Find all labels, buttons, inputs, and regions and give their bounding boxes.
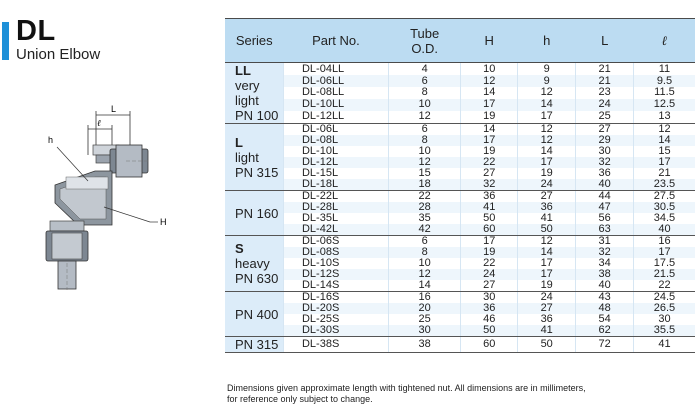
cell-part-no: DL-30S xyxy=(283,325,388,337)
table-row xyxy=(225,191,695,203)
cell-H: 46 xyxy=(461,314,517,325)
cell-h: 9 xyxy=(517,63,575,76)
dim-label-H: H xyxy=(160,217,167,227)
footnote-line-2: for reference only subject to change. xyxy=(227,394,373,404)
cell-part-no: DL-16S xyxy=(283,292,388,304)
cell-part-no: DL-08L xyxy=(283,135,388,146)
cell-L: 29 xyxy=(576,135,633,146)
dim-label-L: L xyxy=(111,104,117,114)
table-row xyxy=(225,280,695,292)
cell-L: 27 xyxy=(576,124,633,136)
cell-L: 38 xyxy=(576,269,633,280)
cell-ell: 41 xyxy=(633,337,695,353)
cell-tube-od: 22 xyxy=(388,191,461,203)
cell-tube-od: 6 xyxy=(388,124,461,136)
cell-L: 34 xyxy=(576,258,633,269)
cell-part-no: DL-20S xyxy=(283,303,388,314)
cell-h: 12 xyxy=(517,236,575,248)
cell-ell: 35.5 xyxy=(633,325,695,337)
cell-H: 14 xyxy=(461,124,517,136)
cell-part-no: DL-10L xyxy=(283,146,388,157)
cell-tube-od: 18 xyxy=(388,179,461,191)
cell-H: 60 xyxy=(461,337,517,353)
cell-part-no: DL-38S xyxy=(283,337,388,353)
cell-part-no: DL-10LL xyxy=(283,99,388,111)
cell-L: 32 xyxy=(576,247,633,258)
table-row xyxy=(225,202,695,213)
cell-L: 48 xyxy=(576,303,633,314)
cell-part-no: DL-42L xyxy=(283,224,388,236)
cell-tube-od: 25 xyxy=(388,314,461,325)
cell-h: 12 xyxy=(517,135,575,146)
cell-tube-od: 12 xyxy=(388,269,461,280)
header-part-no: Part No. xyxy=(283,19,388,63)
cell-L: 47 xyxy=(576,202,633,213)
cell-part-no: DL-28L xyxy=(283,202,388,213)
table-row xyxy=(225,303,695,314)
series-code: S xyxy=(235,241,244,256)
cell-tube-od: 30 xyxy=(388,325,461,337)
series-cell xyxy=(225,236,283,292)
cell-H: 36 xyxy=(461,191,517,203)
cell-ell: 12.5 xyxy=(633,99,695,111)
cell-H: 27 xyxy=(461,280,517,292)
table-row xyxy=(225,124,695,136)
cell-tube-od: 10 xyxy=(388,258,461,269)
footnote-line-1: Dimensions given approximate length with tightened nut. All dimensions are in millimeters, xyxy=(227,383,586,393)
cell-tube-od: 12 xyxy=(388,111,461,124)
table-row xyxy=(225,292,695,304)
cell-h: 41 xyxy=(517,213,575,224)
cell-ell: 9.5 xyxy=(633,75,695,87)
cell-h: 17 xyxy=(517,269,575,280)
cell-part-no: DL-25S xyxy=(283,314,388,325)
cell-ell: 17 xyxy=(633,157,695,168)
dim-label-h: h xyxy=(48,135,54,145)
series-desc: light xyxy=(235,149,259,165)
cell-h: 36 xyxy=(517,202,575,213)
cell-part-no: DL-12LL xyxy=(283,111,388,124)
cell-L: 54 xyxy=(576,314,633,325)
cell-part-no: DL-08S xyxy=(283,247,388,258)
table-row xyxy=(225,314,695,325)
table-row xyxy=(225,157,695,168)
cell-L: 30 xyxy=(576,146,633,157)
cell-ell: 16 xyxy=(633,236,695,248)
cell-h: 14 xyxy=(517,99,575,111)
header-series: Series xyxy=(225,19,283,63)
cell-ell: 40 xyxy=(633,224,695,236)
series-desc: very light xyxy=(235,78,260,108)
series-cell xyxy=(225,292,283,337)
cell-L: 56 xyxy=(576,213,633,224)
cell-H: 60 xyxy=(461,224,517,236)
cell-ell: 13 xyxy=(633,111,695,124)
table-row xyxy=(225,168,695,179)
header-L: L xyxy=(576,19,633,63)
cell-part-no: DL-04LL xyxy=(283,63,388,76)
cell-ell: 30 xyxy=(633,314,695,325)
cell-h: 27 xyxy=(517,303,575,314)
cell-tube-od: 6 xyxy=(388,75,461,87)
title-accent-bar xyxy=(2,22,9,60)
cell-h: 24 xyxy=(517,292,575,304)
cell-ell: 12 xyxy=(633,124,695,136)
cell-part-no: DL-35L xyxy=(283,213,388,224)
table-row xyxy=(225,213,695,224)
series-cell xyxy=(225,124,283,191)
cell-tube-od: 8 xyxy=(388,247,461,258)
cell-tube-od: 15 xyxy=(388,168,461,179)
table-row xyxy=(225,236,695,248)
series-pressure: PN 315 xyxy=(235,164,279,180)
cell-ell: 15 xyxy=(633,146,695,157)
cell-H: 24 xyxy=(461,269,517,280)
cell-ell: 21.5 xyxy=(633,269,695,280)
cell-tube-od: 16 xyxy=(388,292,461,304)
cell-part-no: DL-18L xyxy=(283,179,388,191)
cell-H: 19 xyxy=(461,111,517,124)
cell-H: 30 xyxy=(461,292,517,304)
series-pressure: PN 630 xyxy=(235,271,279,286)
cell-h: 17 xyxy=(517,111,575,124)
cell-H: 19 xyxy=(461,247,517,258)
cell-ell: 17.5 xyxy=(633,258,695,269)
cell-tube-od: 20 xyxy=(388,303,461,314)
cell-ell: 27.5 xyxy=(633,191,695,203)
series-cell xyxy=(225,337,283,353)
cell-H: 17 xyxy=(461,236,517,248)
cell-H: 27 xyxy=(461,168,517,179)
series-code: L xyxy=(235,134,243,150)
cell-H: 10 xyxy=(461,63,517,76)
cell-L: 40 xyxy=(576,280,633,292)
cell-tube-od: 8 xyxy=(388,87,461,99)
cell-h: 12 xyxy=(517,87,575,99)
cell-tube-od: 14 xyxy=(388,280,461,292)
cell-ell: 34.5 xyxy=(633,213,695,224)
cell-part-no: DL-14S xyxy=(283,280,388,292)
table-row xyxy=(225,325,695,337)
cell-h: 50 xyxy=(517,224,575,236)
cell-L: 25 xyxy=(576,111,633,124)
dim-label-ell: ℓ xyxy=(97,118,101,128)
cell-H: 41 xyxy=(461,202,517,213)
cell-L: 31 xyxy=(576,236,633,248)
table-body xyxy=(225,63,695,353)
cell-H: 36 xyxy=(461,303,517,314)
series-cell xyxy=(225,191,283,236)
series-pressure: PN 160 xyxy=(235,205,279,221)
cell-tube-od: 4 xyxy=(388,63,461,76)
cell-H: 50 xyxy=(461,213,517,224)
cell-part-no: DL-22L xyxy=(283,191,388,203)
cell-H: 50 xyxy=(461,325,517,337)
cell-h: 19 xyxy=(517,168,575,179)
cell-L: 32 xyxy=(576,157,633,168)
cell-L: 23 xyxy=(576,87,633,99)
table-row xyxy=(225,63,695,76)
footnote xyxy=(227,383,586,405)
cell-H: 22 xyxy=(461,258,517,269)
cell-L: 21 xyxy=(576,75,633,87)
product-code: DL xyxy=(16,15,56,47)
cell-part-no: DL-12L xyxy=(283,157,388,168)
cell-tube-od: 8 xyxy=(388,135,461,146)
cell-L: 44 xyxy=(576,191,633,203)
cell-ell: 14 xyxy=(633,135,695,146)
table-row xyxy=(225,179,695,191)
cell-H: 17 xyxy=(461,135,517,146)
cell-tube-od: 6 xyxy=(388,236,461,248)
series-desc: heavy xyxy=(235,256,270,271)
cell-part-no: DL-06LL xyxy=(283,75,388,87)
table-row xyxy=(225,247,695,258)
cell-L: 72 xyxy=(576,337,633,353)
cell-tube-od: 38 xyxy=(388,337,461,353)
cell-ell: 21 xyxy=(633,168,695,179)
cell-part-no: DL-06L xyxy=(283,124,388,136)
cell-h: 50 xyxy=(517,337,575,353)
cell-part-no: DL-15L xyxy=(283,168,388,179)
cell-ell: 24.5 xyxy=(633,292,695,304)
cell-tube-od: 10 xyxy=(388,99,461,111)
cell-h: 9 xyxy=(517,75,575,87)
cell-H: 12 xyxy=(461,75,517,87)
cell-h: 41 xyxy=(517,325,575,337)
table-row xyxy=(225,146,695,157)
series-code: LL xyxy=(235,63,251,78)
cell-part-no: DL-12S xyxy=(283,269,388,280)
table-row xyxy=(225,87,695,99)
cell-L: 62 xyxy=(576,325,633,337)
cell-L: 24 xyxy=(576,99,633,111)
header-H: H xyxy=(461,19,517,63)
cell-H: 14 xyxy=(461,87,517,99)
cell-tube-od: 35 xyxy=(388,213,461,224)
cell-h: 17 xyxy=(517,157,575,168)
cell-h: 36 xyxy=(517,314,575,325)
cell-tube-od: 42 xyxy=(388,224,461,236)
table-row xyxy=(225,135,695,146)
table-row xyxy=(225,75,695,87)
table-row xyxy=(225,337,695,353)
cell-h: 19 xyxy=(517,280,575,292)
table-header-row xyxy=(225,19,695,63)
cell-part-no: DL-08LL xyxy=(283,87,388,99)
cell-H: 17 xyxy=(461,99,517,111)
cell-L: 63 xyxy=(576,224,633,236)
product-name: Union Elbow xyxy=(16,46,101,63)
cell-h: 14 xyxy=(517,146,575,157)
header-h: h xyxy=(517,19,575,63)
cell-h: 24 xyxy=(517,179,575,191)
cell-H: 22 xyxy=(461,157,517,168)
series-cell xyxy=(225,63,283,124)
header-tube-od: Tube O.D. xyxy=(388,19,461,63)
series-pressure: PN 400 xyxy=(235,306,279,322)
cell-part-no: DL-06S xyxy=(283,236,388,248)
cell-L: 21 xyxy=(576,63,633,76)
cell-ell: 11 xyxy=(633,63,695,76)
table-row xyxy=(225,258,695,269)
cell-tube-od: 12 xyxy=(388,157,461,168)
cell-ell: 23.5 xyxy=(633,179,695,191)
dimension-table xyxy=(225,18,695,353)
cell-ell: 17 xyxy=(633,247,695,258)
series-pressure: PN 315 xyxy=(235,337,279,352)
table-row xyxy=(225,224,695,236)
cell-h: 27 xyxy=(517,191,575,203)
header-ell: ℓ xyxy=(633,19,695,63)
table-row xyxy=(225,269,695,280)
cell-tube-od: 10 xyxy=(388,146,461,157)
cell-part-no: DL-10S xyxy=(283,258,388,269)
cell-ell: 26.5 xyxy=(633,303,695,314)
cell-ell: 22 xyxy=(633,280,695,292)
series-pressure: PN 100 xyxy=(235,108,279,123)
cell-L: 43 xyxy=(576,292,633,304)
cell-h: 14 xyxy=(517,247,575,258)
cell-h: 17 xyxy=(517,258,575,269)
cell-ell: 30.5 xyxy=(633,202,695,213)
cell-ell: 11.5 xyxy=(633,87,695,99)
union-elbow-drawing xyxy=(0,85,215,300)
cell-L: 36 xyxy=(576,168,633,179)
cell-H: 19 xyxy=(461,146,517,157)
cell-tube-od: 28 xyxy=(388,202,461,213)
cell-L: 40 xyxy=(576,179,633,191)
cell-h: 12 xyxy=(517,124,575,136)
table-row xyxy=(225,111,695,124)
table-row xyxy=(225,99,695,111)
cell-H: 32 xyxy=(461,179,517,191)
